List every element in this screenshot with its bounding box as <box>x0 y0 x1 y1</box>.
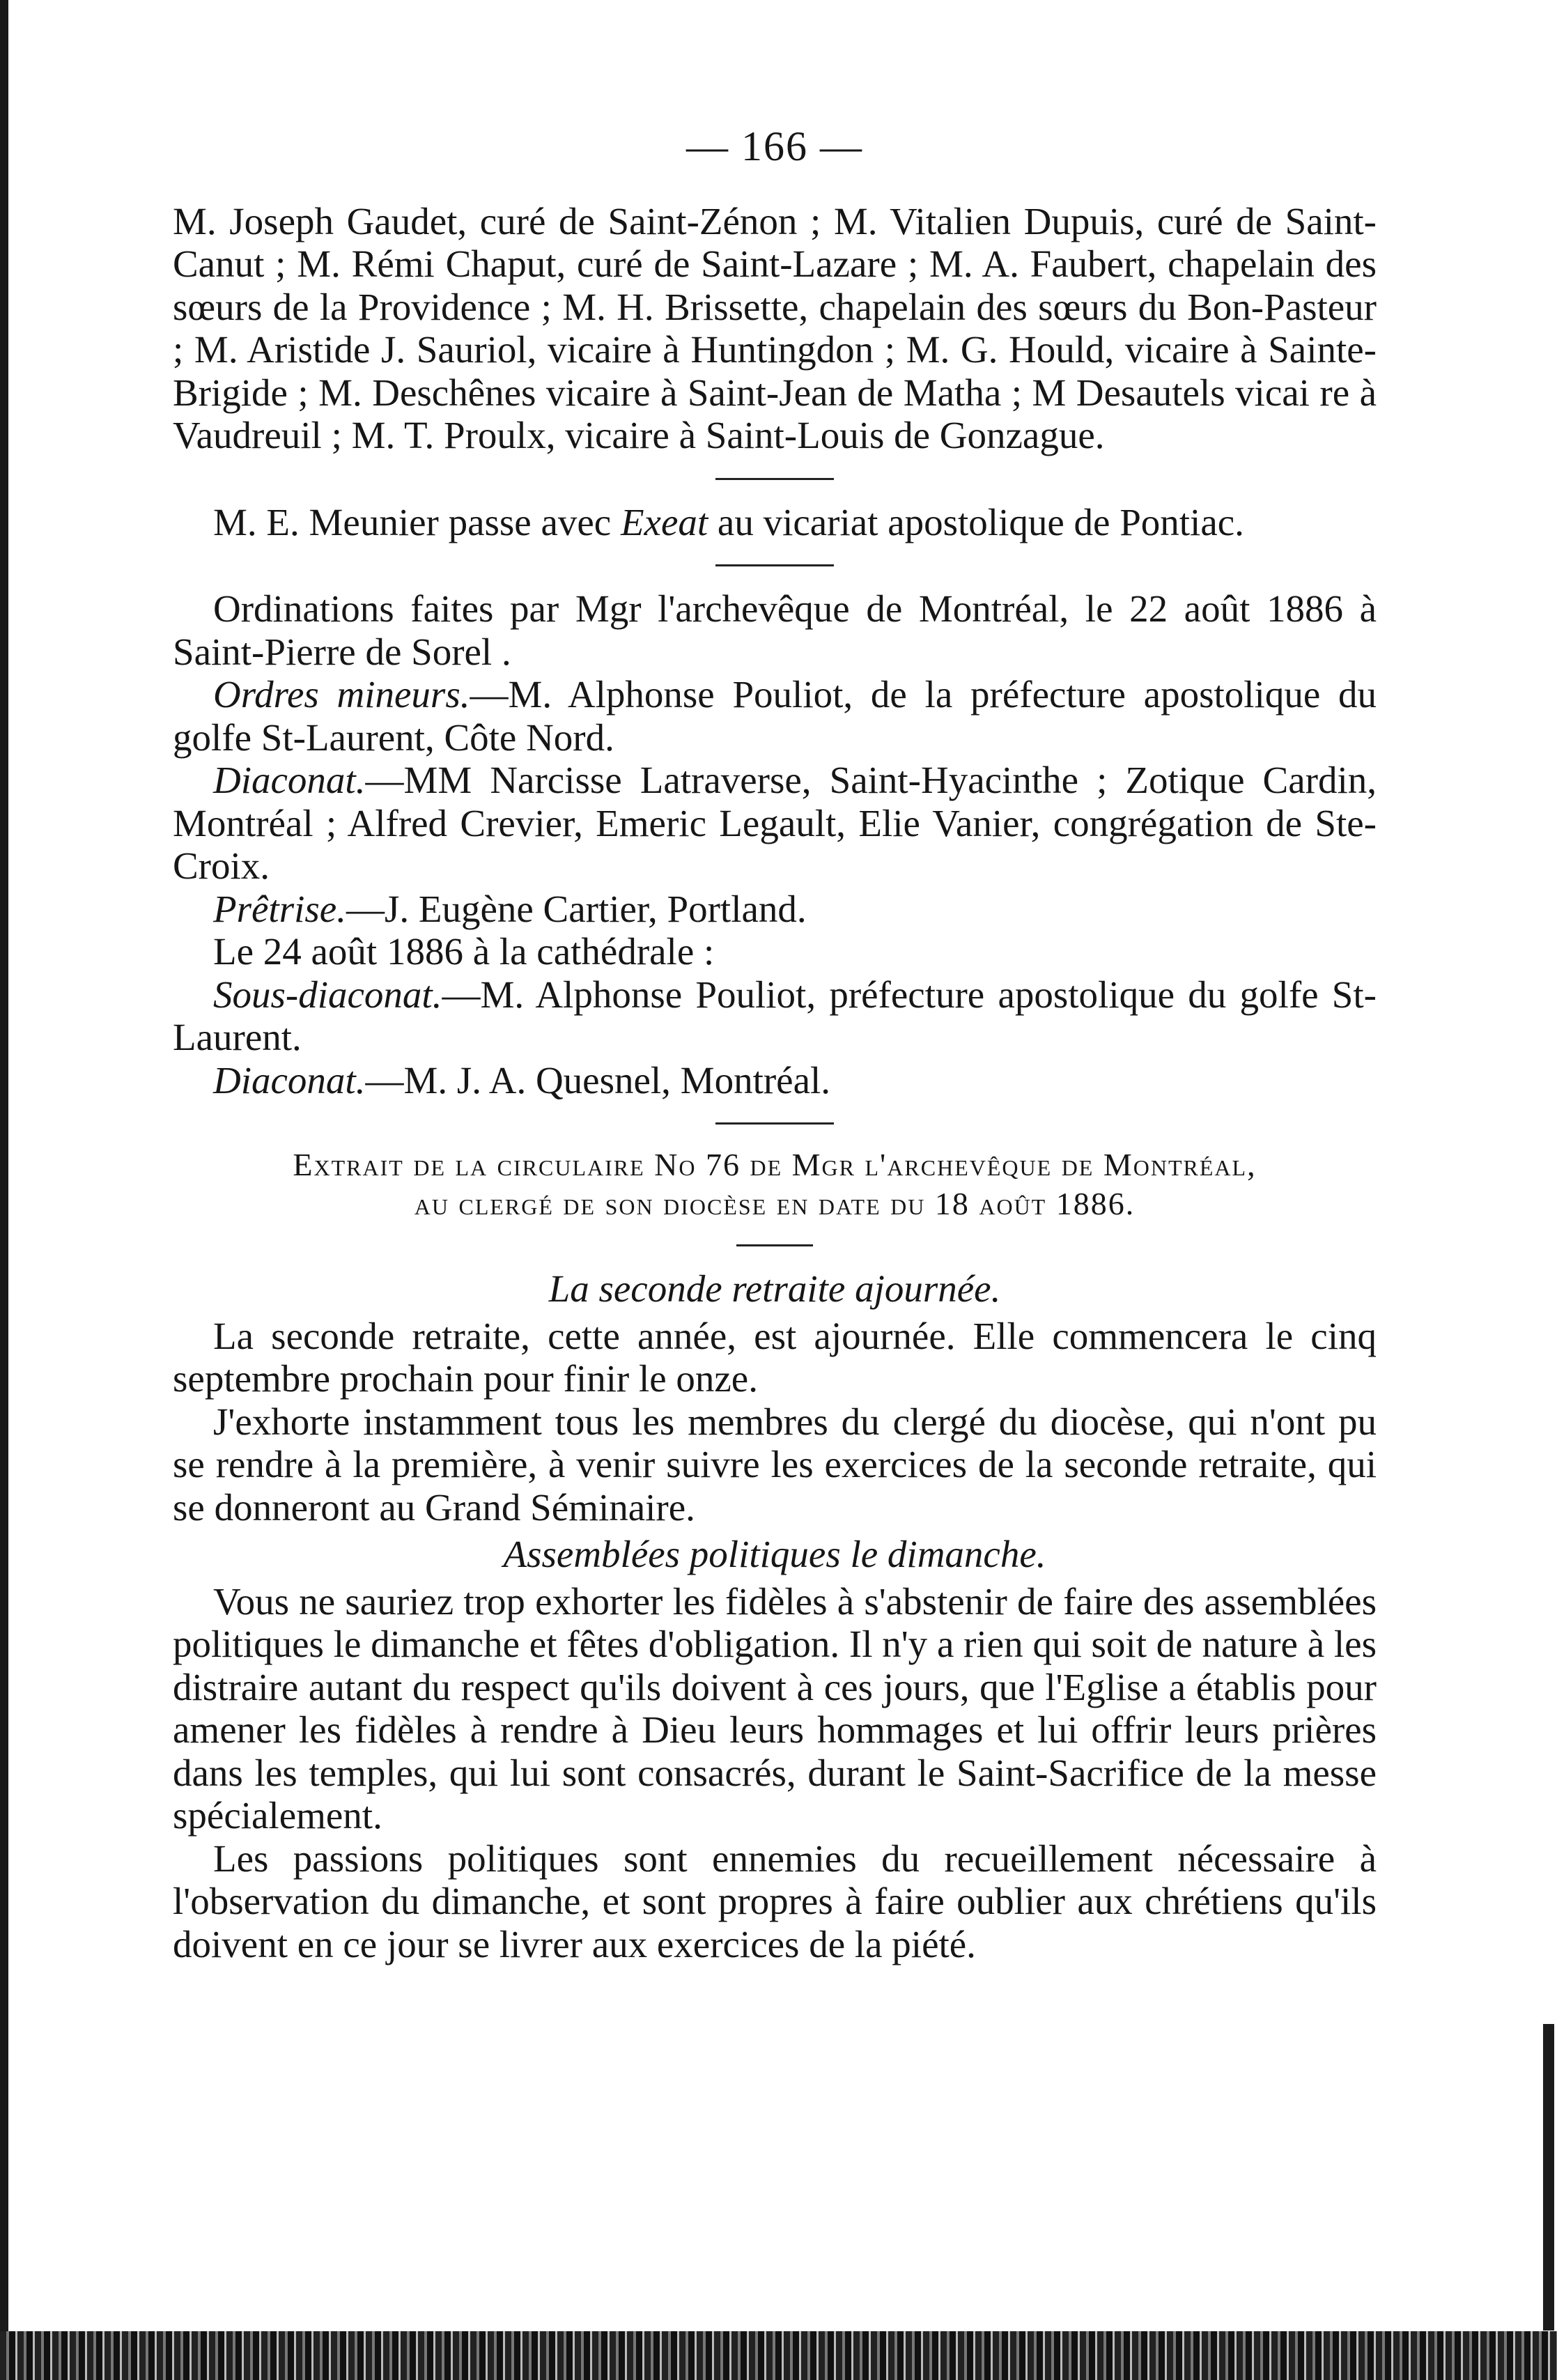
text-span: M. E. Meunier passe avec <box>213 500 621 543</box>
text-span: —MM Narcisse Latraverse, Saint-Hyacinthe ; Zotique Cardin, Montréal ; Alfred Crevier, Emeric Legault, Elie Vanier, congrégation de Ste-Croix. <box>173 759 1377 887</box>
heading-line: au clergé de son diocèse en date du 18 août 1886. <box>414 1186 1136 1221</box>
paragraph-ordinations: Ordinations faites par Mgr l'archevêque de Montréal, le 22 août 1886 à Saint-Pierre de Sorel . <box>173 587 1377 673</box>
divider <box>715 1122 834 1125</box>
scan-bottom-edge <box>0 2331 1557 2380</box>
paragraph-meunier <box>173 501 1377 544</box>
scan-left-edge <box>0 0 8 2380</box>
italic-span: Ordres mineurs. <box>213 673 470 716</box>
italic-span: Diaconat. <box>213 759 366 801</box>
divider <box>715 478 834 480</box>
text-span: —J. Eugène Cartier, Portland. <box>346 887 807 930</box>
section-title: Assemblées politiques le dimanche. <box>503 1533 1046 1575</box>
section-title: La seconde retraite ajournée. <box>548 1267 1001 1310</box>
divider <box>736 1244 813 1246</box>
paragraph-appointments: M. Joseph Gaudet, curé de Saint-Zénon ; M. Vitalien Dupuis, curé de Saint-Canut ; M. Rémi Chaput, curé de Saint-Lazare ; M. A. Faubert, chapelain des sœurs de la Providence ; M. H. Brissette, chapelain des sœurs du Bon-Pasteur ; M. Aristide J. Sauriol, vicaire à Huntingdon ; M. G. Hould, vicaire à Sainte-Brigide ; M. Deschênes vicaire à Saint-Jean de Matha ; M Desautels vicai re à Vaudreuil ; M. T. Proulx, vicaire à Saint-Louis de Gonzague. <box>173 199 1377 456</box>
text-span: —M. Alphonse Pouliot, préfecture apostolique du golfe St-Laurent. <box>173 973 1377 1058</box>
paragraph: Vous ne sauriez trop exhorter les fidèles à s'abstenir de faire des assemblées politiques le dimanche et fêtes d'obligation. Il n'y a rien qui soit de nature à les distraire autant du respect qu'ils doivent à ces jours, que l'Eglise a établis pour amener les fidèles à rendre à Dieu leurs hommages et lui offrir leurs prières dans les temples, qui lui sont consacrés, durant le Saint-Sacrifice de la messe spécialement. <box>173 1579 1377 1837</box>
document-page <box>173 125 1377 1965</box>
scan-right-edge <box>1543 2024 1554 2331</box>
paragraph: J'exhorte instamment tous les membres du clergé du diocèse, qui n'ont pu se rendre à la première, à venir suivre les exercices de la seconde retraite, qui se donneront au Grand Séminaire. <box>173 1400 1377 1529</box>
italic-span: Diaconat. <box>213 1058 366 1102</box>
paragraph-diaconat <box>173 759 1377 888</box>
italic-span: Sous-diaconat. <box>213 973 442 1016</box>
circular-heading <box>173 1145 1377 1223</box>
paragraph-ordres-mineurs <box>173 673 1377 759</box>
italic-span: Exeat <box>620 500 708 543</box>
heading-line: Extrait de la circulaire No 76 de Mgr l'archevêque de Montréal, <box>293 1147 1257 1182</box>
paragraph-diaconat-2 <box>173 1059 1377 1102</box>
text-span: —M. Alphonse Pouliot, de la préfecture apostolique du golfe St-Laurent, Côte Nord. <box>173 673 1377 759</box>
paragraph: La seconde retraite, cette année, est ajournée. Elle commencera le cinq septembre prochain pour finir le onze. <box>173 1314 1377 1400</box>
paragraph-cathedrale: Le 24 août 1886 à la cathédrale : <box>213 930 715 973</box>
italic-span: Prêtrise. <box>213 887 346 930</box>
page-number: — 166 — <box>686 123 863 169</box>
paragraph-sous-diaconat <box>173 973 1377 1059</box>
text-span: —M. J. A. Quesnel, Montréal. <box>365 1058 831 1102</box>
paragraph: Les passions politiques sont ennemies du recueillement nécessaire à l'observation du dimanche, et sont propres à faire oublier aux chrétiens qu'ils doivent en ce jour se livrer aux exercices de la piété. <box>173 1837 1377 1965</box>
divider <box>715 564 834 566</box>
text-span: au vicariat apostolique de Pontiac. <box>708 500 1244 543</box>
paragraph-pretrise <box>173 888 1377 931</box>
